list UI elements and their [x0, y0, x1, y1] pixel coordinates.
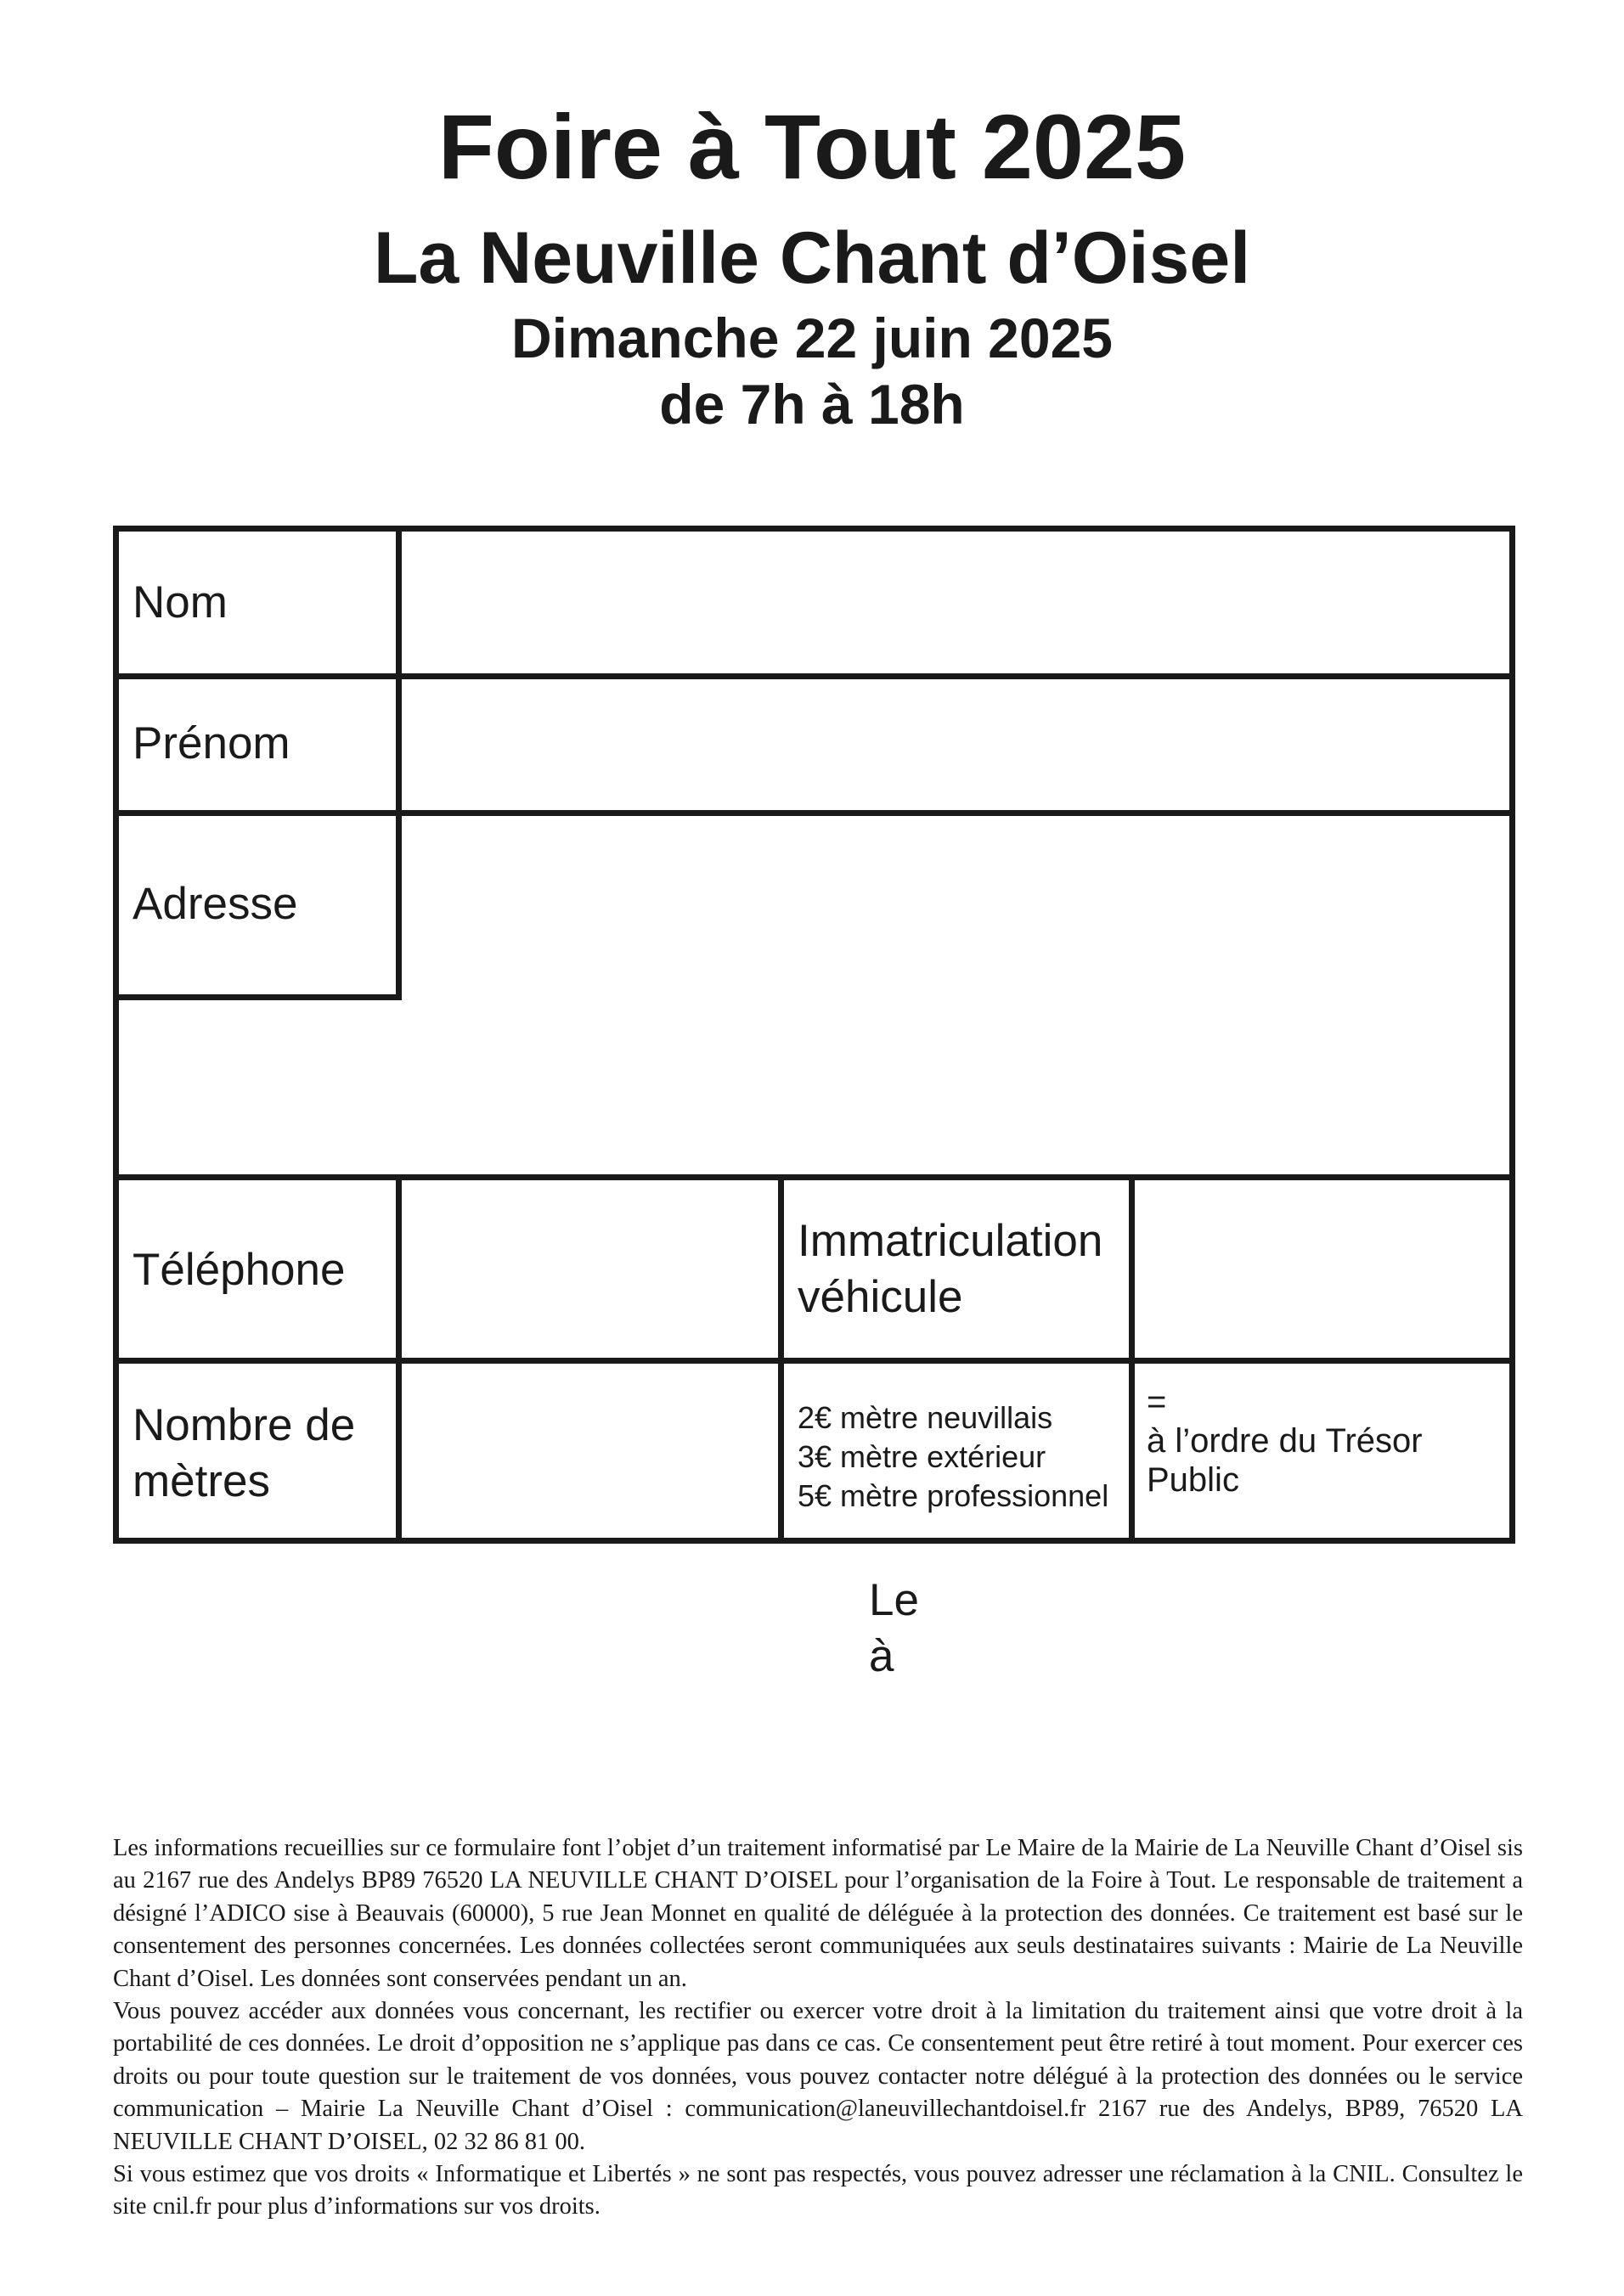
- row-divider-adresse-label: [113, 994, 402, 1000]
- label-nombre-metres-line1: Nombre de: [133, 1400, 356, 1450]
- total-payable-line2: Public: [1147, 1461, 1239, 1499]
- col-divider-middle: [778, 1174, 784, 1544]
- signoff-block: [869, 1573, 919, 1685]
- row-divider-nom: [113, 673, 1515, 679]
- total-equals-sign: =: [1147, 1383, 1167, 1421]
- label-telephone: Téléphone: [133, 1245, 346, 1295]
- label-adresse: Adresse: [133, 879, 298, 929]
- label-immatriculation-line1: Immatriculation: [798, 1216, 1103, 1266]
- total-payable-line1: à l’ordre du Trésor: [1147, 1422, 1423, 1460]
- price-list: [798, 1398, 1108, 1516]
- gdpr-paragraph-2: Vous pouvez accéder aux données vous concernant, les rectifier ou exercer votre droit à la limitation du traitement ainsi que votre droit à la portabilité de ces données. Le droit d’opposition ne s’applique pas dans ce cas. Ce consentement peut être retiré à tout moment. Pour exercer ces droits ou pour toute question sur le traitement de vos données, vous pouvez contacter notre délégué à la protection des données ou le service communication – Mairie La Neuville Chant d’Oisel : communication@laneuvillechantdoisel.fr 2167 rue des Andelys, BP89, 76520 LA NEUVILLE CHANT D’OISEL, 02 32 86 81 00.: [113, 1998, 1523, 2155]
- col-divider-label-upper: [396, 526, 402, 1000]
- signoff-a: à: [869, 1631, 894, 1681]
- event-hours: de 7h à 18h: [659, 373, 965, 436]
- col-divider-right: [1129, 1174, 1135, 1544]
- nombre-metres-field[interactable]: [402, 1364, 778, 1538]
- label-nombre-metres: [133, 1398, 355, 1510]
- label-prenom: Prénom: [133, 718, 290, 768]
- row-divider-telephone: [113, 1358, 1515, 1364]
- gdpr-paragraph-1: Les informations recueillies sur ce formulaire font l’objet d’un traitement informatisé par Le Maire de la Mairie de La Neuville Chant d’Oisel sis au 2167 rue des Andelys BP89 76520 LA NEUVILLE CHANT D’OISEL pour l’organisation de la Foire à Tout. Le responsable de traitement a désigné l’ADICO sise à Beauvais (60000), 5 rue Jean Monnet en qualité de déléguée à la protection des données. Ce traitement est basé sur le consentement des personnes concernées. Les données collectées seront communiquées aux seuls destinataires suivants : Mairie de La Neuville Chant d’Oisel. Les données sont conservées pendant un an.: [113, 1835, 1523, 1992]
- signoff-le: Le: [869, 1575, 919, 1625]
- price-neuvillais: 2€ mètre neuvillais: [798, 1400, 1053, 1435]
- telephone-field[interactable]: [402, 1180, 778, 1358]
- row-divider-prenom: [113, 810, 1515, 816]
- nom-field[interactable]: [402, 532, 1509, 673]
- event-town: La Neuville Chant d’Oisel: [373, 217, 1251, 299]
- event-title: Foire à Tout 2025: [437, 95, 1187, 198]
- event-date: Dimanche 22 juin 2025: [511, 307, 1113, 369]
- total-cell[interactable]: [1147, 1382, 1423, 1500]
- immatriculation-field[interactable]: [1135, 1180, 1509, 1358]
- label-nombre-metres-line2: mètres: [133, 1456, 270, 1506]
- label-immatriculation: [798, 1213, 1102, 1325]
- row-divider-adresse: [113, 1174, 1515, 1180]
- gdpr-paragraph-3: Si vous estimez que vos droits « Informatique et Libertés » ne sont pas respectés, vous pouvez adresser une réclamation à la CNIL. Consultez le site cnil.fr pour plus d’informations sur vos droits.: [113, 2161, 1523, 2220]
- prenom-field[interactable]: [402, 679, 1509, 810]
- price-exterieur: 3€ mètre extérieur: [798, 1439, 1046, 1474]
- label-immatriculation-line2: véhicule: [798, 1272, 963, 1322]
- adresse-field[interactable]: [402, 816, 1509, 1174]
- gdpr-notice: [113, 1832, 1523, 2224]
- price-professionnel: 5€ mètre professionnel: [798, 1478, 1109, 1513]
- label-nom: Nom: [133, 577, 228, 627]
- col-divider-label-lower: [396, 1174, 402, 1544]
